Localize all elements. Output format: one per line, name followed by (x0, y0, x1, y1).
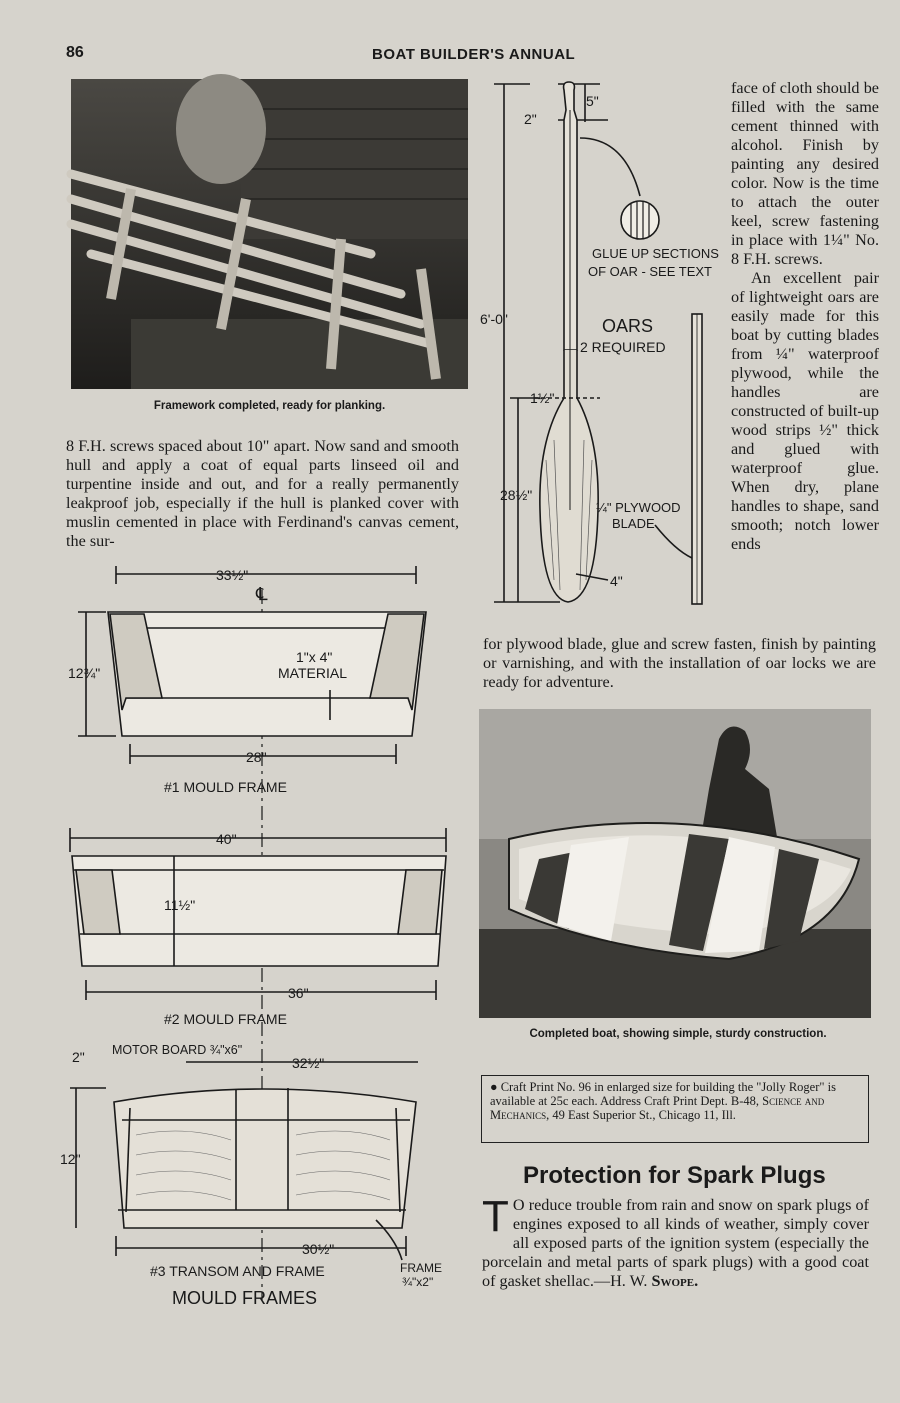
box-text-after: , 49 East Superior St., Chicago 11, Ill. (546, 1108, 736, 1122)
oar-plywood-label-1: ¼" PLYWOOD (596, 500, 681, 515)
oar-dim-blade-width: 4" (610, 573, 623, 589)
right-col-para-1: face of cloth should be filled with the same cement thinned with alcohol. Finish by painting any desired color. Now is the time to attach the outer keel, screw fastening in place with 1¼" No. 8 F.H. screws. (731, 79, 879, 268)
frame3-height-dim: 12" (60, 1151, 81, 1167)
frame1-material-2: MATERIAL (278, 665, 347, 681)
frame1-material-1: 1"x 4" (296, 649, 333, 665)
mould-frames-diagram (60, 560, 466, 1312)
page-number: 86 (66, 44, 84, 61)
running-header: BOAT BUILDER'S ANNUAL (372, 46, 576, 63)
dropcap: T (482, 1192, 509, 1241)
craft-print-box (481, 1075, 869, 1143)
oar-diagram (480, 80, 728, 620)
article-author: Swope. (651, 1272, 699, 1290)
framework-photo (71, 79, 468, 389)
frame1-top-dim: 33½" (216, 567, 249, 583)
centerline-symbol: ℄ (256, 584, 268, 604)
oar-dim-length: 6'-0" (480, 311, 508, 327)
frame3-bottom-dim: 30½" (302, 1241, 335, 1257)
box-text-before: Craft Print No. 96 in enlarged size for building the "Jolly Roger" is available at 25c each. Address Craft Print Dept. B-48, (490, 1080, 836, 1108)
right-column-text (731, 79, 879, 554)
oars-title: OARS (602, 316, 654, 336)
oar-dim-top: 5" (586, 93, 599, 109)
box-science-mechanics: Science and Mechanics (490, 1094, 825, 1122)
left-paragraph: 8 F.H. screws spaced about 10" apart. Now sand and smooth hull and apply a coat of equal parts linseed oil and turpentine inside and out, and for a really permanently leakproof job, especially if the hull is planked cover with muslin cemented in place with Ferdinand's canvas cement, the sur- (66, 437, 459, 550)
frame1-height-dim: 12¾" (68, 665, 101, 681)
article-text: O reduce trouble from rain and snow on spark plugs of engines exposed to all kinds of weather, simply cover all exposed parts of the ignition system (especially the porcelain and metal parts of spark plugs) with a good coat of gasket shellac.—H. W. (482, 1196, 869, 1290)
right-continuation: for plywood blade, glue and screw fasten, finish by painting or varnishing, and with the installation of oar locks we are ready for adventure. (483, 635, 876, 691)
oar-dim-half: 1½" (530, 390, 555, 406)
frame3-frame-label-1: FRAME (400, 1261, 442, 1275)
completed-boat-photo (479, 709, 871, 1018)
completed-boat-caption: Completed boat, showing simple, sturdy construction. (529, 1028, 827, 1040)
oar-plywood-label-2: BLADE (612, 516, 655, 531)
frame2-label: #2 MOULD FRAME (164, 1011, 287, 1027)
bullet-icon: ● (490, 1080, 501, 1094)
oar-glue-note-1: GLUE UP SECTIONS (592, 246, 719, 261)
frame3-motor-board: MOTOR BOARD ¾"x6" (112, 1043, 243, 1057)
frame2-bottom-dim: 36" (288, 985, 309, 1001)
frame3-top-dim: 32½" (292, 1055, 325, 1071)
oar-dim-blade-length: 28½" (500, 487, 533, 503)
mould-frames-footer: MOULD FRAMES (172, 1288, 318, 1308)
oar-glue-note-2: OF OAR - SEE TEXT (588, 264, 713, 279)
frame1-bottom-dim: 28" (246, 749, 267, 765)
oar-dim-width: 2" (524, 111, 537, 127)
article-body (482, 1192, 869, 1291)
right-col-para-2: An excellent pair of lightweight oars are easily made for this boat by cutting blades from ¼" waterproof plywood, while the handles are constructed of built-up wood strips ½" thick and glued with waterproof glue. When dry, plane handles to shape, sand smooth; notch lower ends (731, 269, 879, 553)
frame3-frame-label-2: ¾"x2" (402, 1275, 434, 1289)
frame1-label: #1 MOULD FRAME (164, 779, 287, 795)
frame3-label: #3 TRANSOM AND FRAME (150, 1263, 325, 1279)
article-title: Protection for Spark Plugs (523, 1162, 826, 1189)
frame2-top-dim: 40" (216, 831, 237, 847)
framework-caption: Framework completed, ready for planking. (153, 400, 386, 412)
frame2-height-dim: 11½" (164, 897, 196, 913)
frame3-crown-dim: 2" (72, 1049, 85, 1065)
oars-subtitle: 2 REQUIRED (580, 339, 666, 355)
